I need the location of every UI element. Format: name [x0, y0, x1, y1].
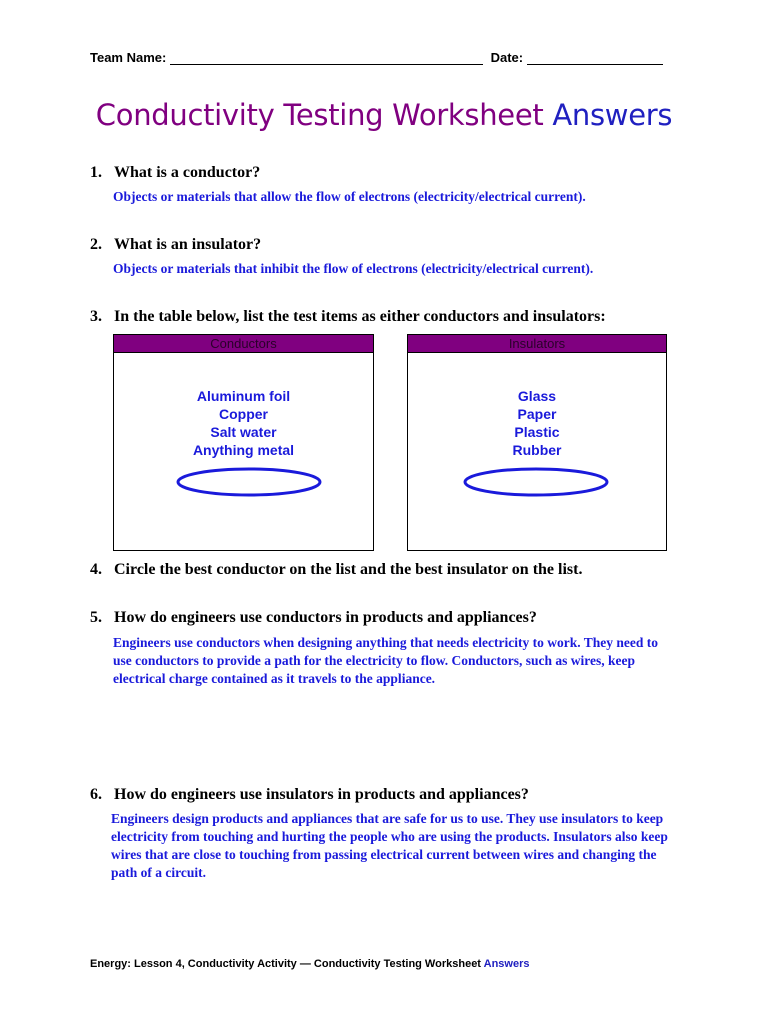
team-name-label: Team Name:	[90, 50, 167, 65]
page-title	[0, 98, 768, 132]
insulator-item: Plastic	[514, 424, 560, 440]
question-3	[90, 308, 606, 326]
header-fields	[90, 50, 680, 65]
question-4-text: Circle the best conductor on the list and the best insulator on the list.	[114, 561, 583, 578]
footer-text: Energy: Lesson 4, Conductivity Activity — Conductivity Testing Worksheet	[90, 958, 481, 970]
answer-1: Objects or materials that allow the flow of electrons (electricity/electrical current).	[113, 189, 586, 204]
best-insulator-circle	[462, 465, 610, 499]
conductor-item: Anything metal	[192, 442, 295, 458]
conductors-box	[113, 334, 374, 551]
question-2-number: 2.	[90, 236, 102, 253]
question-3-text: In the table below, list the test items as either conductors and insulators:	[114, 308, 606, 325]
title-main: Conductivity Testing Worksheet	[95, 98, 544, 132]
date-label: Date:	[490, 50, 524, 65]
insulators-heading: Insulators	[408, 335, 666, 353]
insulator-item: Rubber	[512, 442, 562, 458]
conductor-item: Salt water	[210, 424, 277, 440]
question-4	[90, 561, 582, 579]
answer-5: Engineers use conductors when designing anything that needs electricity to work. They need to use conductors to provide a path for the electricity to flow. Conductors, such as wires, keep electrical charge contained as it travels to the appliance.	[113, 635, 659, 686]
footer-accent: Answers	[483, 958, 530, 970]
question-2-text: What is an insulator?	[114, 236, 262, 253]
question-2	[90, 236, 261, 254]
conductor-item: Copper	[219, 406, 268, 422]
question-5-text: How do engineers use conductors in products and appliances?	[114, 609, 537, 626]
question-6-number: 6.	[90, 786, 102, 803]
question-1-text: What is a conductor?	[114, 164, 261, 181]
question-1-number: 1.	[90, 164, 102, 181]
question-6-text: How do engineers use insulators in products and appliances?	[114, 786, 529, 803]
question-3-number: 3.	[90, 308, 102, 325]
insulator-item: Paper	[517, 406, 557, 422]
conductors-list	[114, 387, 373, 459]
title-accent: Answers	[552, 98, 673, 132]
question-5-number: 5.	[90, 609, 102, 626]
conductor-item: Aluminum foil	[196, 388, 291, 404]
date-line	[527, 50, 663, 65]
best-conductor-circle	[175, 465, 323, 499]
question-4-number: 4.	[90, 561, 102, 578]
insulators-list	[408, 387, 666, 459]
answer-2: Objects or materials that inhibit the flow of electrons (electricity/electrical current).	[113, 261, 594, 276]
question-5	[90, 609, 537, 627]
footer	[90, 958, 530, 970]
question-6	[90, 786, 529, 804]
conductors-heading: Conductors	[114, 335, 373, 353]
insulators-box	[407, 334, 667, 551]
question-1	[90, 164, 260, 182]
answer-6: Engineers design products and appliances that are safe for us to use. They use insulators to keep electricity from touching and hurting the people who are using the products. Insulators also keep wires that are close to touching from passing electrical current between wires and changing the path of a circuit.	[111, 811, 668, 880]
insulator-item: Glass	[517, 388, 557, 404]
team-name-line	[170, 50, 483, 65]
